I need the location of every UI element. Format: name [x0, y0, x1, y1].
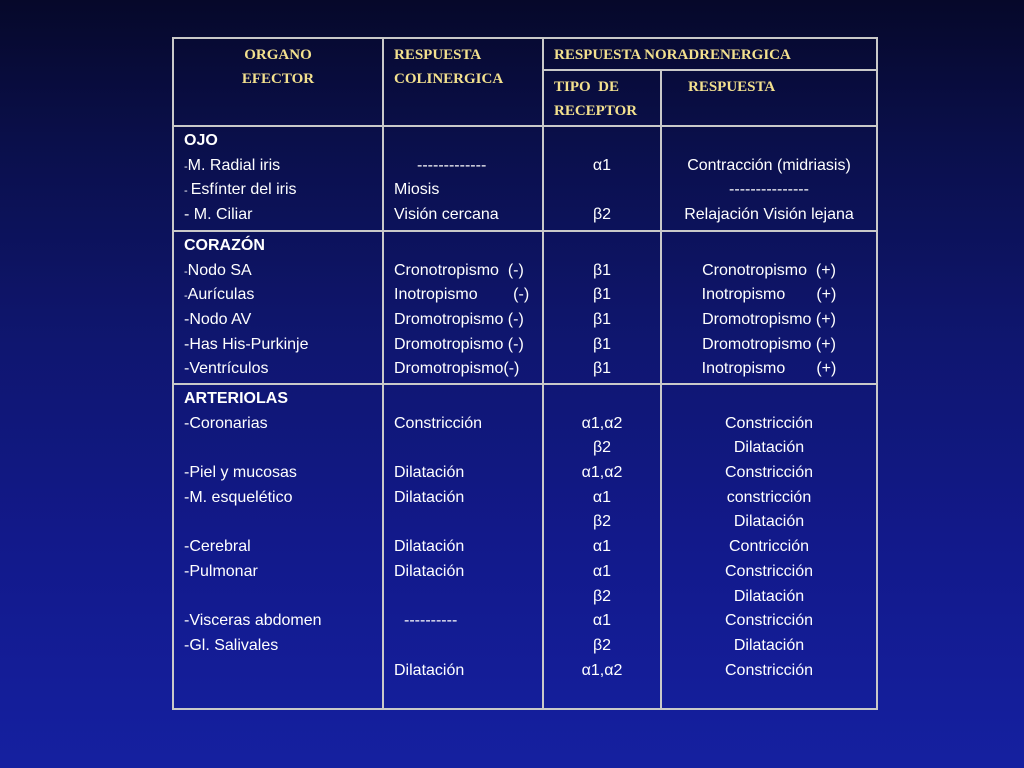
resp-value: Dilatación — [733, 439, 805, 457]
recep-value: α1,α2 — [581, 414, 623, 432]
section-arteriolas — [173, 384, 877, 709]
resp-value: Contricción — [728, 538, 810, 556]
resp-value: Dilatación — [733, 513, 805, 531]
recep-value: α1,α2 — [581, 464, 623, 482]
organ-item: -Piel y mucosas — [184, 464, 297, 482]
corazon-recep-cell — [543, 231, 661, 384]
resp-value: Dilatación — [733, 636, 805, 654]
resp-value: Contracción (midriasis) — [687, 156, 851, 174]
header-colinergica-line2: COLINERGICA — [394, 71, 504, 87]
organ-item — [174, 178, 382, 203]
header-tipo-receptor — [543, 70, 661, 126]
corazon-resp-cell — [661, 231, 877, 384]
header-noradrenergica-label: RESPUESTA NORADRENERGICA — [554, 47, 791, 63]
recep-value: β1 — [592, 360, 612, 378]
resp-value: Cronotropismo (+) — [702, 261, 836, 279]
organ-item — [174, 283, 382, 308]
organ-item: -Pulmonar — [184, 562, 258, 580]
organ-dash: - — [184, 185, 191, 198]
resp-value: Constricción — [724, 464, 814, 482]
coli-value: Dromotropismo (-) — [394, 311, 524, 329]
organ-dash: - — [184, 290, 188, 303]
arteriolas-coli-cell — [383, 384, 543, 709]
recep-value: β1 — [592, 335, 612, 353]
recep-value: β1 — [592, 286, 612, 304]
recep-value: β1 — [592, 311, 612, 329]
organ-dash: - — [184, 160, 188, 173]
section-title: ARTERIOLAS — [184, 390, 288, 407]
recep-value: α1 — [592, 156, 612, 174]
coli-value: Dilatación — [394, 661, 465, 679]
coli-value: Dromotropismo (-) — [394, 335, 524, 353]
organ-item: -Visceras abdomen — [184, 612, 322, 630]
coli-value: Dilatación — [394, 538, 465, 556]
coli-value: Dilatación — [394, 464, 465, 482]
coli-value: Dilatación — [394, 562, 465, 580]
organ-item: -Coronarias — [184, 414, 268, 432]
organ-item: -Ventrículos — [184, 360, 269, 378]
organ-item — [174, 436, 382, 461]
organ-item — [174, 154, 382, 179]
resp-value: Dromotropismo (+) — [702, 311, 836, 329]
section-corazon — [173, 231, 877, 384]
recep-value: β2 — [592, 636, 612, 654]
organ-dash: - — [184, 265, 188, 278]
coli-value — [384, 436, 542, 461]
resp-value: --------------- — [729, 181, 809, 199]
corazon-organ-cell — [173, 231, 383, 384]
arteriolas-organ-cell — [173, 384, 383, 709]
recep-value: α1 — [592, 538, 612, 556]
autonomic-response-table — [172, 37, 878, 710]
header-colinergica-line1: RESPUESTA — [394, 47, 482, 63]
organ-label: Nodo SA — [187, 261, 252, 279]
organ-label: Esfínter del iris — [190, 181, 297, 199]
header-organ-line1: ORGANO — [244, 47, 312, 63]
coli-value: Miosis — [394, 181, 440, 199]
organ-item: -M. esquelético — [184, 488, 293, 506]
header-noradrenergica — [543, 38, 877, 70]
organ-item — [174, 585, 382, 610]
section-ojo — [173, 126, 877, 231]
ojo-organ-cell — [173, 126, 383, 231]
recep-value: β2 — [592, 513, 612, 531]
organ-label: M. Radial iris — [187, 156, 281, 174]
resp-value: Dilatación — [733, 587, 805, 605]
coli-value: ---------- — [404, 612, 458, 630]
header-respuesta — [661, 70, 877, 126]
recep-value — [544, 178, 660, 203]
coli-value: ------------- — [417, 156, 487, 174]
coli-value: Inotropismo (-) — [394, 286, 530, 304]
corazon-coli-cell — [383, 231, 543, 384]
resp-value: Inotropismo (+) — [701, 360, 837, 378]
coli-value: Constricción — [394, 414, 483, 432]
arteriolas-recep-cell — [543, 384, 661, 709]
coli-value — [384, 510, 542, 535]
organ-label: Aurículas — [187, 286, 255, 304]
recep-value: β2 — [592, 587, 612, 605]
organ-item — [174, 659, 382, 684]
section-title: CORAZÓN — [184, 237, 265, 254]
header-respuesta-label: RESPUESTA — [688, 79, 776, 95]
header-tipo-line1: TIPO DE — [554, 79, 620, 95]
resp-value: Constricción — [724, 414, 814, 432]
organ-item: -Cerebral — [184, 538, 251, 556]
recep-value: α1,α2 — [581, 661, 623, 679]
header-organ-line2: EFECTOR — [241, 71, 315, 87]
organ-item: -Nodo AV — [184, 311, 252, 329]
coli-value: Cronotropismo (-) — [394, 261, 524, 279]
arteriolas-resp-cell — [661, 384, 877, 709]
resp-value: Constricción — [724, 661, 814, 679]
recep-value: α1 — [592, 488, 612, 506]
resp-value: Constricción — [724, 562, 814, 580]
organ-item: -Has His-Purkinje — [184, 335, 309, 353]
ojo-coli-cell — [383, 126, 543, 231]
recep-value: α1 — [592, 562, 612, 580]
organ-item — [174, 510, 382, 535]
resp-value: Relajación Visión lejana — [684, 206, 854, 224]
organ-item — [174, 259, 382, 284]
coli-value: Dilatación — [394, 488, 465, 506]
recep-value: β2 — [592, 439, 612, 457]
coli-value: Visión cercana — [394, 206, 499, 224]
resp-value: Dromotropismo (+) — [702, 335, 836, 353]
resp-value: Inotropismo (+) — [701, 286, 837, 304]
resp-value: constricción — [726, 488, 812, 506]
ojo-recep-cell — [543, 126, 661, 231]
coli-value: Dromotropismo(-) — [394, 360, 520, 378]
header-organ-efector — [173, 38, 383, 126]
coli-value — [384, 585, 542, 610]
organ-item: - M. Ciliar — [184, 206, 253, 224]
header-colinergica — [383, 38, 543, 126]
ojo-resp-cell — [661, 126, 877, 231]
section-title: OJO — [184, 132, 218, 149]
recep-value: β2 — [592, 206, 612, 224]
recep-value: β1 — [592, 261, 612, 279]
recep-value: α1 — [592, 612, 612, 630]
resp-value: Constricción — [724, 612, 814, 630]
header-tipo-line2: RECEPTOR — [554, 103, 638, 119]
coli-value — [384, 634, 542, 659]
organ-item: -Gl. Salivales — [184, 636, 279, 654]
